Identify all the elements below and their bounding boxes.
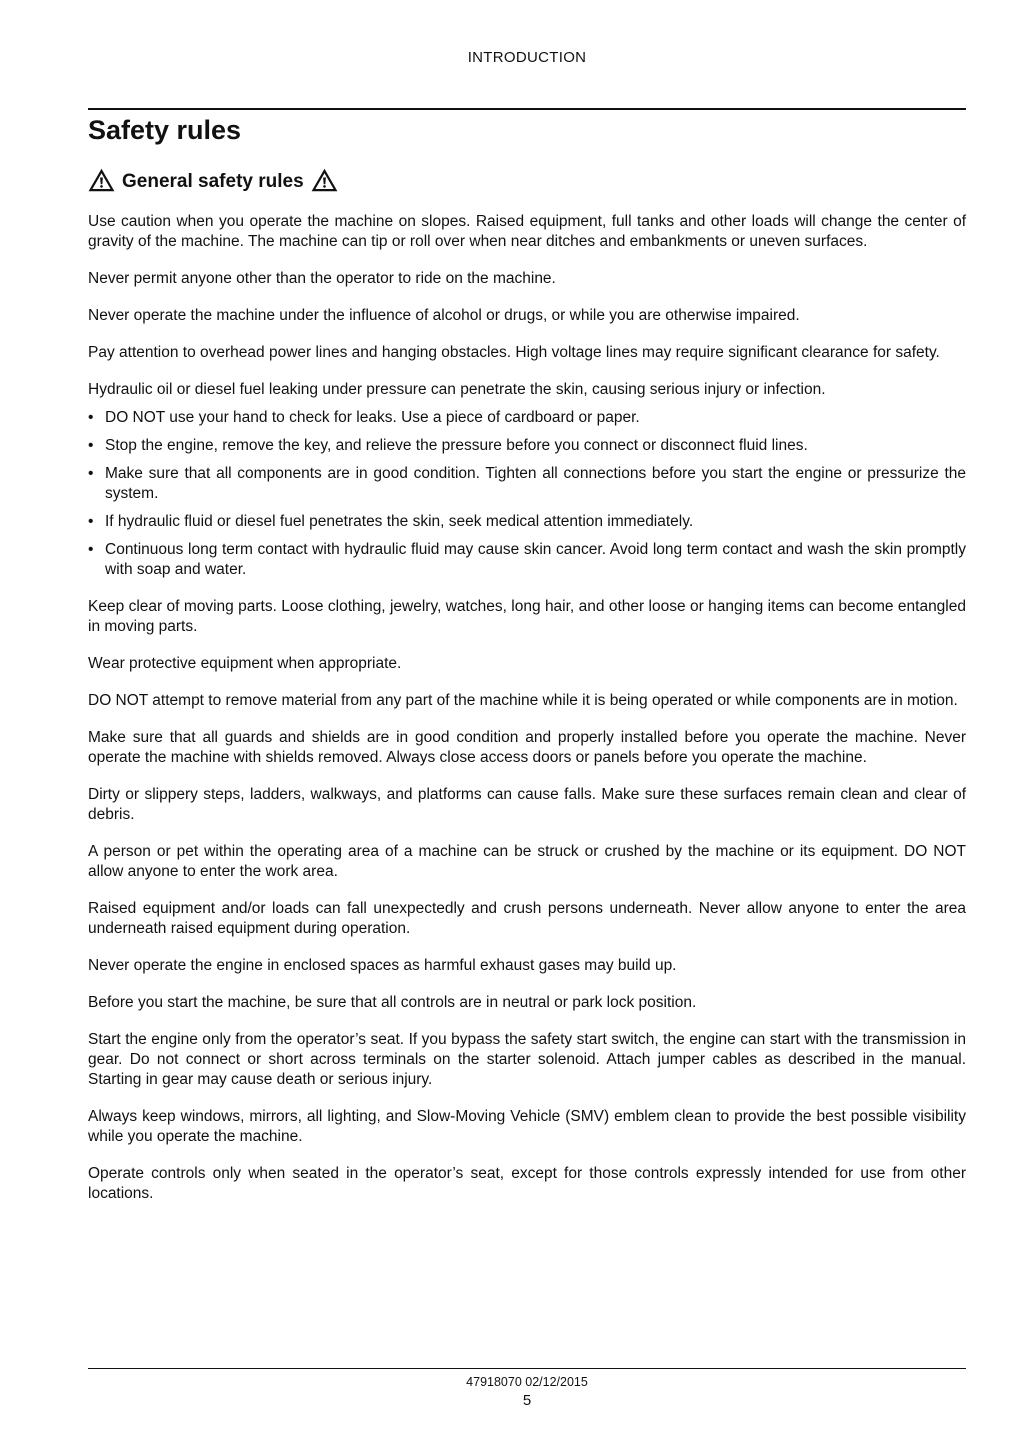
bullet-icon: • bbox=[88, 465, 94, 482]
page-number: 5 bbox=[522, 1392, 532, 1409]
warning-triangle-icon bbox=[88, 168, 115, 192]
paragraph-moving-parts: Keep clear of moving parts. Loose clothing, jewelry, watches, long hair, and other loose or hanging items can become entangled in moving parts. bbox=[88, 598, 966, 635]
paragraph-hydraulic-leak: Hydraulic oil or diesel fuel leaking under pressure can penetrate the skin, causing serious injury or infection. bbox=[88, 381, 826, 398]
running-header: INTRODUCTION bbox=[467, 49, 587, 66]
paragraph-slippery-steps: Dirty or slippery steps, ladders, walkways, and platforms can cause falls. Make sure these surfaces remain clean and clear of debris. bbox=[88, 786, 966, 823]
paragraph-exhaust: Never operate the engine in enclosed spaces as harmful exhaust gases may build up. bbox=[88, 957, 677, 974]
list-item bbox=[88, 512, 966, 532]
paragraph-remove-material: DO NOT attempt to remove material from any part of the machine while it is being operated or while components are in motion. bbox=[88, 692, 958, 709]
paragraph-visibility: Always keep windows, mirrors, all lighting, and Slow-Moving Vehicle (SMV) emblem clean to provide the best possible visibility while you operate the machine. bbox=[88, 1108, 966, 1145]
paragraph-protective-equipment: Wear protective equipment when appropriate. bbox=[88, 655, 402, 672]
list-item bbox=[88, 540, 966, 580]
list-item-text: Continuous long term contact with hydraulic fluid may cause skin cancer. Avoid long term contact and wash the skin promptly with soap and water. bbox=[105, 541, 966, 578]
list-item-text: DO NOT use your hand to check for leaks. Use a piece of cardboard or paper. bbox=[105, 409, 640, 426]
section-title: Safety rules bbox=[88, 115, 242, 145]
paragraph-riders: Never permit anyone other than the operator to ride on the machine. bbox=[88, 270, 556, 287]
subsection-heading bbox=[88, 168, 338, 192]
paragraph-work-area: A person or pet within the operating area of a machine can be struck or crushed by the machine or its equipment. DO NOT allow anyone to enter the work area. bbox=[88, 843, 966, 880]
paragraph-controls-neutral: Before you start the machine, be sure that all controls are in neutral or park lock position. bbox=[88, 994, 697, 1011]
subsection-title: General safety rules bbox=[122, 171, 304, 192]
paragraph-power-lines: Pay attention to overhead power lines and hanging obstacles. High voltage lines may require significant clearance for safety. bbox=[88, 344, 940, 361]
bullet-icon: • bbox=[88, 437, 94, 454]
document-reference: 47918070 02/12/2015 bbox=[466, 1375, 588, 1389]
list-item-text: If hydraulic fluid or diesel fuel penetrates the skin, seek medical attention immediately. bbox=[105, 513, 694, 530]
paragraph-guards-shields: Make sure that all guards and shields are in good condition and properly installed before you operate the machine. Never operate the machine with shields removed. Always close access doors or panels before you operate the machine. bbox=[88, 729, 966, 766]
paragraph-operate-controls: Operate controls only when seated in the operator’s seat, except for those controls expressly intended for use from other locations. bbox=[88, 1165, 966, 1202]
body-text bbox=[88, 212, 966, 1221]
list-item-text: Stop the engine, remove the key, and relieve the pressure before you connect or disconnect fluid lines. bbox=[105, 437, 808, 454]
paragraph-slopes: Use caution when you operate the machine on slopes. Raised equipment, full tanks and other loads will change the center of gravity of the machine. The machine can tip or roll over when near ditches and embankments or uneven surfaces. bbox=[88, 213, 966, 250]
bullet-icon: • bbox=[88, 541, 94, 558]
paragraph-raised-equipment: Raised equipment and/or loads can fall unexpectedly and crush persons underneath. Never allow anyone to enter the area underneath raised equipment during operation. bbox=[88, 900, 966, 937]
bullet-icon: • bbox=[88, 409, 94, 426]
list-item bbox=[88, 436, 966, 456]
bullet-icon: • bbox=[88, 513, 94, 530]
paragraph-starting-engine: Start the engine only from the operator’s seat. If you bypass the safety start switch, the engine can start with the transmission in gear. Do not connect or short across terminals on the starter solenoid. Attach jumper cables as described in the manual. Starting in gear may cause death or serious injury. bbox=[88, 1031, 966, 1088]
warning-triangle-icon bbox=[311, 168, 338, 192]
paragraph-impairment: Never operate the machine under the influence of alcohol or drugs, or while you are otherwise impaired. bbox=[88, 307, 800, 324]
manual-page bbox=[88, 0, 966, 1448]
hydraulic-bullet-list bbox=[88, 408, 966, 580]
header-divider bbox=[88, 108, 966, 110]
list-item bbox=[88, 408, 966, 428]
list-item-text: Make sure that all components are in good condition. Tighten all connections before you start the engine or pressurize the system. bbox=[105, 465, 966, 502]
list-item bbox=[88, 464, 966, 504]
footer-divider bbox=[88, 1368, 966, 1369]
